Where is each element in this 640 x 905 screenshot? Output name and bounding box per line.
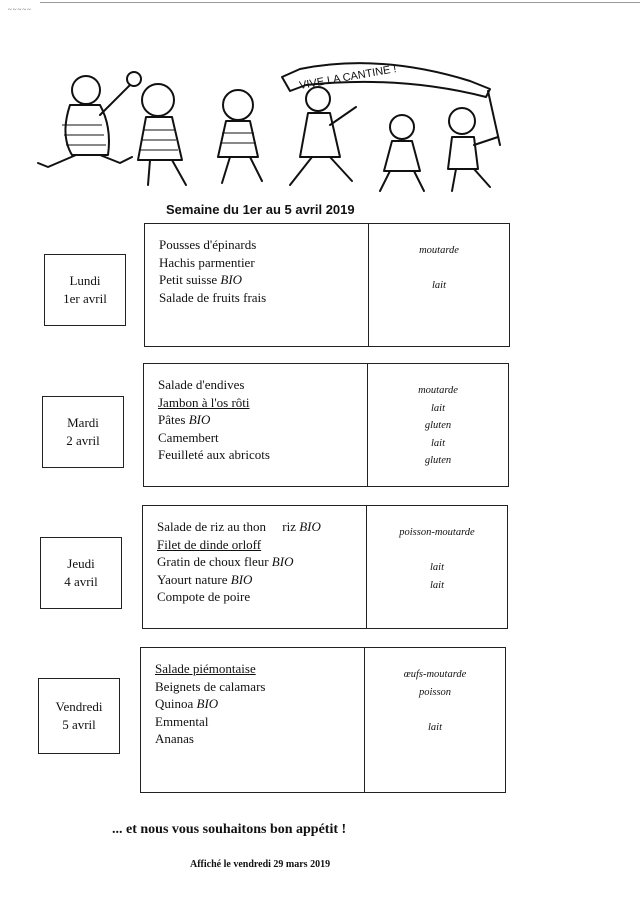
- menu-box-thursday: [142, 505, 508, 629]
- day-box-friday: [38, 678, 120, 754]
- day-date: 2 avril: [66, 433, 100, 448]
- checker-pattern: [62, 125, 106, 145]
- allergen: lait: [429, 579, 444, 591]
- allergen-column: [369, 224, 509, 346]
- allergen: moutarde: [419, 245, 459, 256]
- bio-label: BIO: [230, 571, 253, 587]
- bon-appetit-footer: ... et nous vous souhaitons bon appétit !: [112, 822, 347, 837]
- day-box-thursday: [40, 537, 122, 609]
- menu-box-tuesday: [143, 363, 509, 487]
- allergen-column: [367, 506, 507, 628]
- allergen: [369, 295, 509, 313]
- menu-item: Petit suisse BIO: [159, 272, 243, 287]
- allergen: [367, 594, 507, 612]
- menu-item: Pâtes BIO: [158, 412, 211, 427]
- menu-item: Salade de riz au thon riz BIO: [157, 519, 321, 534]
- menu-items: [144, 364, 368, 486]
- allergen: lait: [431, 280, 446, 291]
- menu-item: Camembert: [158, 429, 219, 445]
- child-5-head: [390, 115, 414, 139]
- top-rule: [40, 2, 640, 3]
- menu-box-monday: [144, 223, 510, 347]
- allergen: [367, 542, 507, 560]
- allergen: [369, 260, 509, 278]
- child-6-head: [449, 108, 475, 134]
- menu-items: [143, 506, 367, 628]
- menu-item: Feuilleté aux abricots: [158, 447, 270, 462]
- day-box-tuesday: [42, 396, 124, 468]
- allergen: moutarde: [418, 385, 458, 396]
- day-date: 1er avril: [63, 291, 107, 306]
- menu-item: Filet de dinde orloff: [157, 536, 262, 552]
- bio-label: BIO: [220, 272, 243, 287]
- allergen: lait: [429, 562, 444, 573]
- allergen: gluten: [424, 420, 452, 431]
- allergen: lait: [427, 721, 442, 733]
- allergen: [365, 736, 505, 754]
- menu-box-friday: [140, 647, 506, 793]
- day-box-monday: [44, 254, 126, 326]
- bio-label: BIO: [271, 554, 294, 569]
- menu-item: Beignets de calamars: [155, 678, 266, 694]
- menu-item: Hachis parmentier: [159, 254, 255, 270]
- day-name: Vendredi: [55, 699, 103, 714]
- menu-items: [141, 648, 365, 792]
- child-1-head: [72, 76, 100, 104]
- day-name: Lundi: [69, 273, 101, 288]
- allergen: lait: [430, 402, 445, 414]
- allergen: œufs-moutarde: [403, 669, 467, 680]
- menu-item: Salade d'endives: [158, 377, 245, 392]
- day-date: 4 avril: [64, 574, 98, 589]
- child-3-head: [223, 90, 253, 120]
- child-2-head: [142, 84, 174, 116]
- allergen-column: [365, 648, 505, 792]
- allergen: lait: [430, 437, 445, 449]
- menu-item: Ananas: [155, 731, 194, 746]
- menu-item: Pousses d'épinards: [159, 237, 257, 252]
- menu-items: [145, 224, 369, 346]
- menu-item: Jambon à l'os rôti: [158, 394, 250, 410]
- day-date: 5 avril: [62, 717, 96, 732]
- ribbon-slogan: VIVE LA CANTINE !: [298, 63, 398, 92]
- menu-item: Compote de poire: [157, 589, 251, 604]
- allergen: poisson-moutarde: [399, 527, 475, 538]
- menu-item: Salade piémontaise: [155, 661, 256, 676]
- bio-label: BIO: [188, 412, 211, 427]
- bio-label: BIO: [299, 519, 321, 534]
- menu-item: Yaourt nature BIO: [157, 571, 253, 587]
- cantine-banner-illustration: [0, 45, 640, 205]
- day-name: Jeudi: [67, 556, 95, 571]
- bio-label: BIO: [196, 696, 219, 711]
- week-title: Semaine du 1er au 5 avril 2019: [166, 202, 355, 217]
- allergen: poisson: [418, 686, 452, 698]
- allergen: [365, 701, 505, 719]
- menu-item: Emmental: [155, 713, 209, 729]
- scan-mark: ~~~~~: [8, 6, 32, 14]
- menu-item: Salade de fruits frais: [159, 289, 267, 305]
- child-4-head: [306, 87, 330, 111]
- day-name: Mardi: [67, 415, 99, 430]
- menu-item: Gratin de choux fleur BIO: [157, 554, 294, 569]
- allergen-column: [368, 364, 508, 486]
- allergen: gluten: [424, 455, 452, 466]
- posted-date: Affiché le vendredi 29 mars 2019: [190, 859, 331, 870]
- menu-item: Quinoa BIO: [155, 696, 219, 711]
